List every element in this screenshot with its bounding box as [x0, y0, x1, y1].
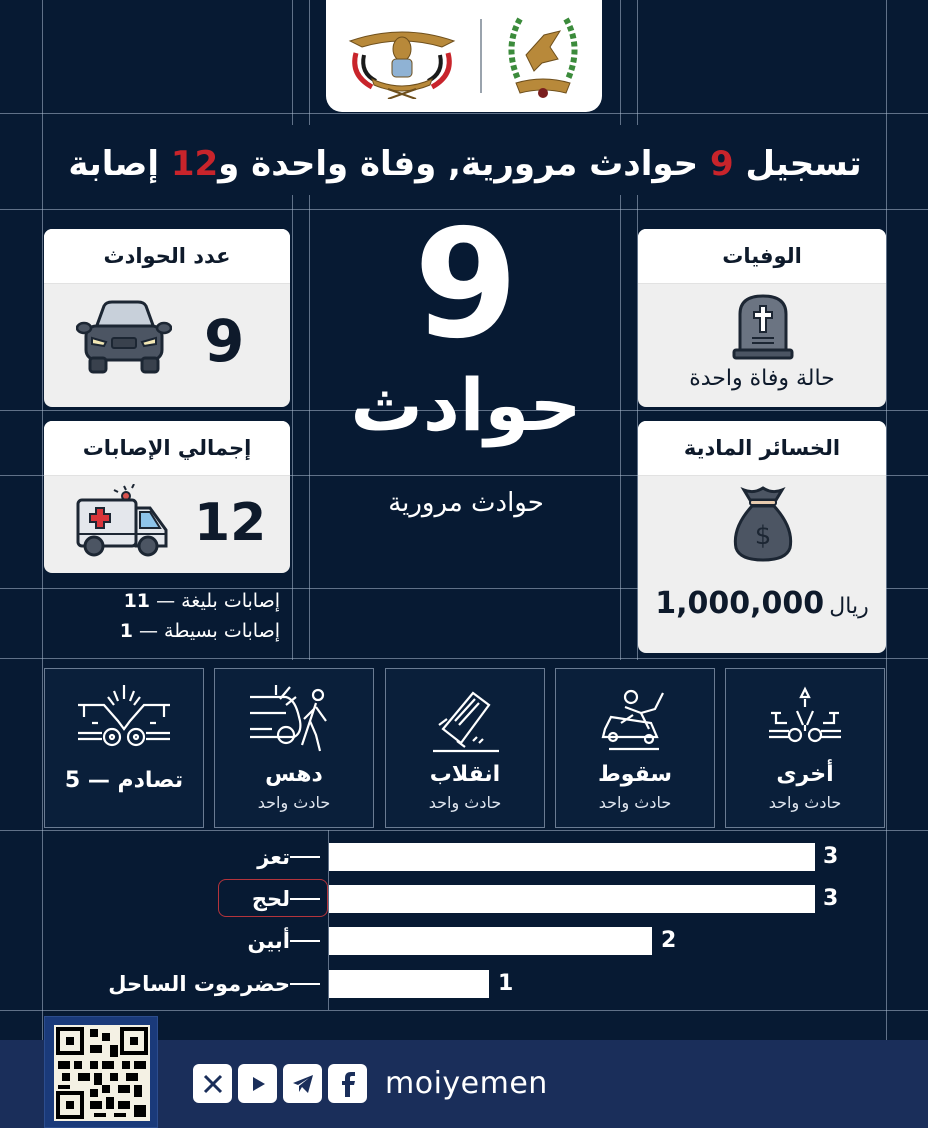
currency-label: ريال — [829, 594, 869, 619]
grid-line — [0, 658, 928, 659]
ambulance-icon — [74, 484, 170, 558]
telegram-button[interactable] — [283, 1064, 322, 1103]
card-title: الوفيات — [638, 229, 886, 284]
bar-value: 3 — [823, 886, 839, 911]
accidents-count-value: 9 — [204, 307, 245, 375]
injury-type-value: 1 — [119, 620, 133, 642]
type-tile-rollover — [385, 668, 545, 828]
youtube-button[interactable] — [238, 1064, 277, 1103]
svg-text:$: $ — [754, 521, 772, 551]
money-bag-icon — [730, 484, 796, 564]
grid-line — [0, 830, 928, 831]
tile-label: دهس — [265, 762, 323, 787]
bar-label: لحج — [251, 887, 290, 911]
tombstone-icon — [728, 292, 798, 364]
grid-line — [292, 0, 293, 125]
losses-value: 1,000,000 — [655, 586, 825, 621]
bar-row — [40, 926, 890, 956]
grid-line — [0, 113, 928, 114]
tile-icon-wrap — [215, 685, 373, 755]
headline — [40, 134, 890, 194]
center-summary — [308, 198, 624, 518]
losses-value-row — [638, 586, 886, 621]
center-number: 9 — [413, 198, 519, 372]
headline-text: إصابة — [68, 144, 171, 184]
bar-label: حضرموت الساحل — [108, 972, 290, 996]
tile-icon-wrap — [726, 685, 884, 755]
headline-text: تسجيل — [733, 144, 862, 184]
injury-breakdown — [50, 586, 280, 646]
deaths-caption: حالة وفاة واحدة — [689, 366, 835, 391]
qr-code[interactable] — [44, 1016, 158, 1128]
bar — [329, 927, 652, 955]
card-body — [44, 284, 290, 407]
tile-label: أخرى — [776, 762, 834, 787]
other-accident-icon — [765, 685, 845, 751]
bar-dash — [290, 983, 320, 985]
deaths-card — [638, 229, 886, 407]
qr-code-image — [54, 1025, 150, 1121]
yemen-emblem-icon — [342, 13, 462, 99]
collision-icon — [74, 685, 174, 755]
injury-breakdown-row — [50, 586, 280, 616]
type-tile-pedestrian — [214, 668, 374, 828]
grid-line — [309, 0, 310, 125]
bar-dash — [290, 940, 320, 942]
bar-row — [40, 884, 890, 914]
tile-label: سقوط — [597, 762, 673, 787]
tile-sub: حادث واحد — [598, 793, 672, 812]
tile-icon-wrap — [386, 685, 544, 755]
dash: — — [132, 620, 158, 642]
bar-label: أبين — [247, 929, 290, 953]
youtube-icon — [247, 1073, 269, 1095]
tile-label: تصادم — 5 — [64, 768, 184, 793]
center-word: حوادث — [350, 363, 582, 447]
x-button[interactable] — [193, 1064, 232, 1103]
type-tile-fall — [555, 668, 715, 828]
facebook-button[interactable] — [328, 1064, 367, 1103]
tile-icon-wrap — [45, 685, 203, 755]
card-body — [638, 284, 886, 407]
fall-icon — [595, 685, 675, 751]
injury-type-label: إصابات بسيطة — [164, 620, 280, 642]
rollover-icon — [425, 685, 505, 755]
grid-line — [620, 0, 621, 125]
tile-label: انقلاب — [429, 762, 501, 787]
bar-value: 1 — [498, 971, 514, 996]
dash: — — [150, 590, 176, 612]
injuries-total-value: 12 — [194, 493, 267, 553]
x-icon — [202, 1073, 224, 1095]
headline-injuries-number: 12 — [170, 144, 219, 184]
card-body — [44, 476, 290, 573]
headline-text: حوادث مرورية, وفاة واحدة و — [218, 144, 711, 184]
bar-dash — [290, 856, 320, 858]
injury-breakdown-row — [50, 616, 280, 646]
bar-row — [40, 842, 890, 872]
type-tile-collision — [44, 668, 204, 828]
social-handle[interactable]: moiyemen — [385, 1066, 548, 1101]
card-title: إجمالي الإصابات — [44, 421, 290, 476]
logo-header — [326, 0, 602, 112]
grid-line — [292, 195, 293, 660]
injury-type-label: إصابات بليغة — [181, 590, 280, 612]
bar-value: 2 — [661, 928, 677, 953]
card-body — [638, 476, 886, 653]
grid-line — [637, 0, 638, 125]
type-tile-other — [725, 668, 885, 828]
bar-dash — [290, 898, 320, 900]
injury-type-value: 11 — [123, 590, 151, 612]
social-links — [193, 1064, 548, 1103]
bar-row — [40, 969, 890, 999]
material-losses-card — [638, 421, 886, 653]
bar — [329, 843, 815, 871]
bar — [329, 885, 815, 913]
tile-sub: حادث واحد — [428, 793, 502, 812]
pedestrian-hit-icon — [246, 685, 342, 755]
interior-ministry-emblem-icon — [500, 11, 586, 101]
bar-label: تعز — [257, 845, 290, 869]
qr-code-icon — [54, 1025, 150, 1121]
headline-accidents-number: 9 — [710, 144, 734, 184]
bar-value: 3 — [823, 844, 839, 869]
bar — [329, 970, 489, 998]
tile-sub: حادث واحد — [257, 793, 331, 812]
telegram-icon — [291, 1073, 315, 1095]
card-title: عدد الحوادث — [44, 229, 290, 284]
card-title: الخسائر المادية — [638, 421, 886, 476]
tile-icon-wrap — [556, 685, 714, 755]
logo-separator — [480, 19, 482, 93]
accidents-count-card — [44, 229, 290, 407]
injuries-total-card — [44, 421, 290, 573]
center-subtitle: حوادث مرورية — [388, 488, 544, 518]
facebook-icon — [337, 1071, 359, 1097]
grid-line — [0, 1010, 928, 1011]
car-icon — [76, 298, 172, 378]
tile-sub: حادث واحد — [768, 793, 842, 812]
